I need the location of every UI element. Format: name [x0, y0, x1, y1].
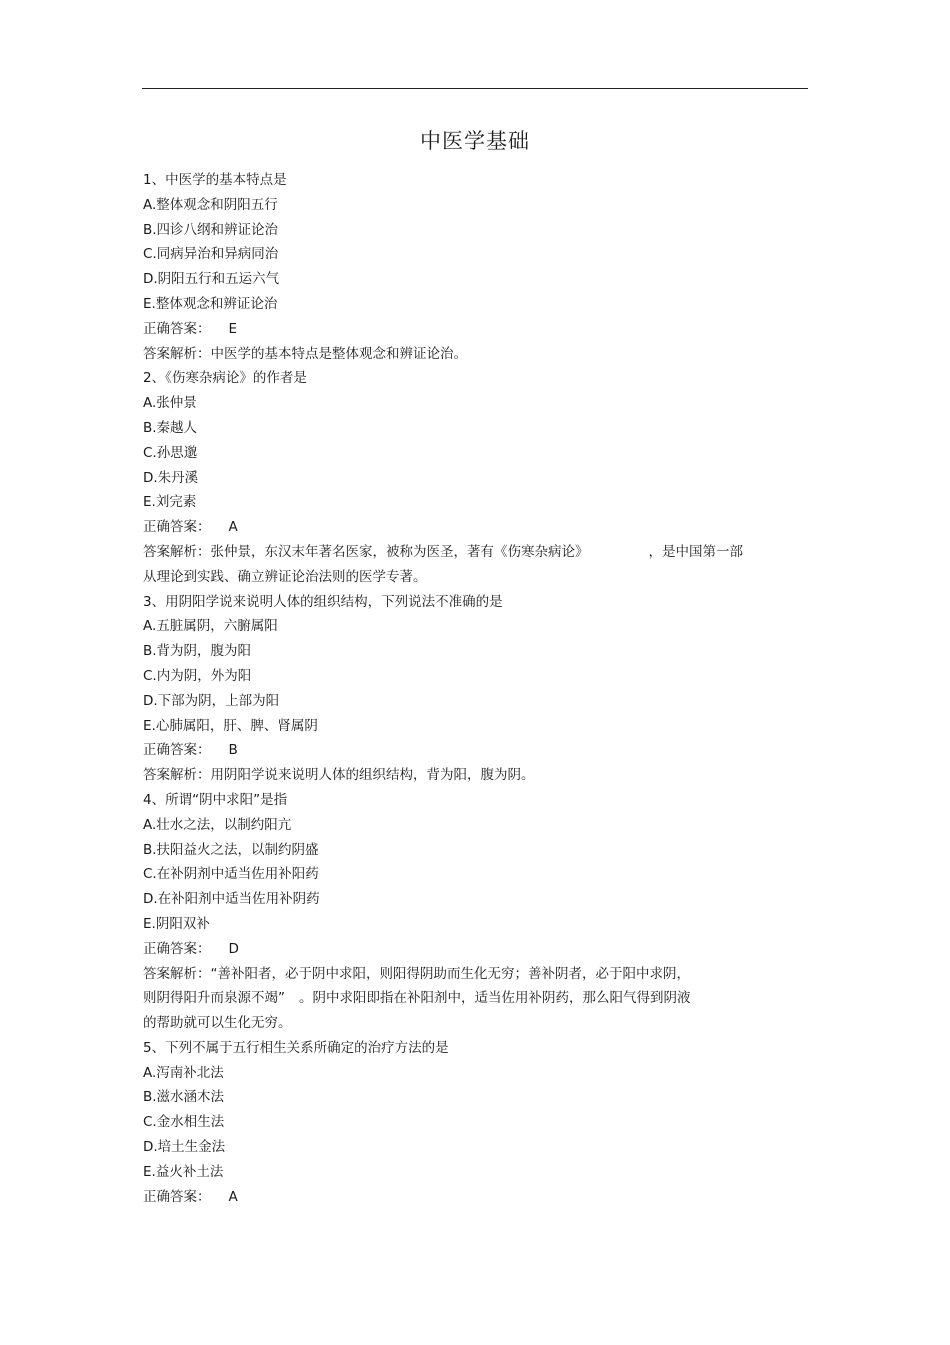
option-c: C.在补阴剂中适当佐用补阳药	[143, 866, 319, 883]
explanation-text: 张仲景，东汉末年著名医家，被称为医圣，著有《伤寒杂病论》	[210, 543, 589, 560]
question-5	[143, 1036, 808, 1210]
option-a: A.壮水之法，以制约阳亢	[143, 816, 292, 833]
option-a: A.泻南补北法	[143, 1064, 224, 1081]
answer-explanation	[143, 962, 808, 987]
option-b: B.背为阴，腹为阳	[143, 643, 252, 660]
question-stem: 1、中医学的基本特点是	[143, 172, 287, 188]
question-stem: 5、下列不属于五行相生关系所确定的治疗方法的是	[143, 1039, 449, 1056]
explanation-text: “善补阳者，必于阴中求阳，则阳得阴助而生化无穷；善补阴者，必于阳中求阴，	[210, 965, 690, 982]
question-4	[143, 788, 808, 1036]
explanation-label: 答案解析：	[143, 543, 211, 560]
option-d: D.培土生金法	[143, 1139, 226, 1156]
option-d: D.阴阳五行和五运六气	[143, 271, 280, 288]
option-e: E.心肺属阳，肝、脾、肾属阴	[143, 717, 318, 734]
option-d: D.下部为阴，上部为阳	[143, 692, 280, 709]
answer-explanation-cont: 的帮助就可以生化无穷。	[143, 1015, 292, 1032]
explanation-label: 答案解析：	[143, 345, 211, 362]
option-c: C.同病异治和异病同治	[143, 246, 279, 263]
explanation-text: 。阴中求阳即指在补阳剂中，适当佐用补阴药，那么阳气得到阴液	[299, 990, 691, 1007]
option-b: B.滋水涵木法	[143, 1089, 225, 1106]
option-e: E.刘完素	[143, 494, 197, 511]
option-b: B.四诊八纲和辨证论治	[143, 221, 279, 238]
explanation-text: 用阴阳学说来说明人体的组织结构，背为阳，腹为阴。	[210, 767, 535, 784]
option-c: C.内为阴，外为阳	[143, 667, 252, 684]
answer-value: B	[228, 742, 238, 759]
answer-label: 正确答案：	[143, 940, 211, 957]
option-e: E.整体观念和辨证论治	[143, 295, 278, 312]
option-c: C.孙思邈	[143, 444, 198, 461]
answer-label: 正确答案：	[143, 742, 211, 759]
answer-explanation	[143, 540, 808, 565]
answer-value: A	[228, 519, 238, 536]
question-stem: 4、所谓“阴中求阳”是指	[143, 791, 288, 808]
answer-label: 正确答案：	[143, 320, 211, 337]
answer-explanation-cont: 从理论到实践、确立辨证论治法则的医学专著。	[143, 568, 427, 585]
option-a: A.整体观念和阴阳五行	[143, 196, 278, 213]
question-stem: 3、用阴阳学说来说明人体的组织结构，下列说法不准确的是	[143, 593, 503, 610]
answer-value: A	[228, 1188, 238, 1205]
option-a: A.张仲景	[143, 395, 197, 412]
answer-explanation-cont	[143, 986, 808, 1011]
explanation-text: ，是中国第一部	[648, 543, 743, 560]
explanation-text: 则阴得阳升而泉源不竭”	[143, 990, 285, 1007]
option-c: C.金水相生法	[143, 1114, 225, 1131]
document-body	[143, 168, 808, 1209]
answer-label: 正确答案：	[143, 1188, 211, 1205]
question-2	[143, 366, 808, 589]
explanation-label: 答案解析：	[143, 965, 211, 982]
correct-answer	[143, 937, 808, 962]
option-d: D.在补阳剂中适当佐用补阴药	[143, 891, 320, 908]
answer-value: E	[228, 320, 238, 337]
header-rule	[142, 88, 808, 89]
correct-answer	[143, 738, 808, 763]
correct-answer	[143, 1185, 808, 1210]
explanation-text: 中医学的基本特点是整体观念和辨证论治。	[210, 345, 467, 362]
correct-answer	[143, 317, 808, 342]
document-title: 中医学基础	[420, 129, 530, 153]
question-3	[143, 590, 808, 788]
answer-explanation	[143, 763, 808, 788]
answer-explanation	[143, 342, 808, 367]
question-stem: 2、《伤寒杂病论》的作者是	[143, 370, 307, 387]
explanation-label: 答案解析：	[143, 767, 211, 784]
option-d: D.朱丹溪	[143, 469, 199, 486]
option-b: B.扶阳益火之法，以制约阴盛	[143, 841, 319, 858]
answer-value: D	[228, 940, 239, 957]
question-1	[143, 168, 808, 366]
option-a: A.五脏属阴，六腑属阳	[143, 618, 278, 635]
option-b: B.秦越人	[143, 419, 198, 436]
answer-label: 正确答案：	[143, 519, 211, 536]
correct-answer	[143, 515, 808, 540]
option-e: E.益火补土法	[143, 1163, 224, 1180]
option-e: E.阴阳双补	[143, 915, 210, 932]
